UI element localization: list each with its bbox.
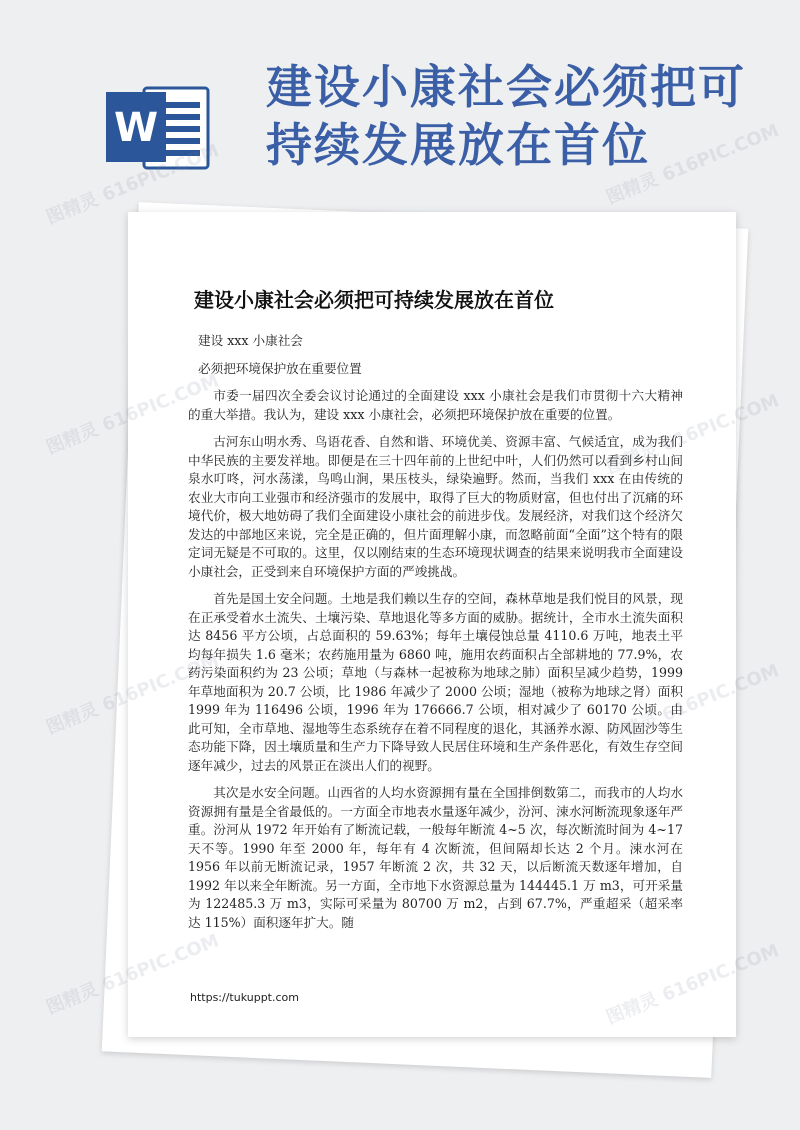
header-title-line2: 持续发展放在首位 [266,118,650,172]
header-title [266,58,766,174]
document-subtitle-2: 必须把环境保护放在重要位置 [198,361,362,376]
paragraph: 古河东山明水秀、鸟语花香、自然和谐、环境优美、资源丰富、气候适宜，成为我们中华民族的主要发祥地。即便是在三十四年前的上世纪中叶，人们仍然可以看到乡村山间泉水叮咚，河水荡漾，鸟鸣山涧，果压枝头，绿染遍野。然而，当我们 xxx 在由传统的农业大市向工业强市和经济强市的发展中，取得了巨大的物质财富，但也付出了沉痛的环境代价，极大地妨碍了我们全面建设小康社会的前进步伐。发展经济，对我们这个经济欠发达的中部地区来说，完全是正确的，但片面理解小康，而忽略前面“全面”这个特有的限定词无疑是不可取的。这里，仅以刚结束的生态环境现状调查的结果来说明我市全面建设小康社会，正受到来自环境保护方面的严竣挑战。 [188,434,683,579]
logo-letter: W [113,105,159,151]
document-title: 建设小康社会必须把可持续发展放在首位 [194,288,554,312]
header-title-line1: 建设小康社会必须把可 [266,60,746,114]
document-body [188,387,683,941]
watermark: 图精灵 616PIC.COM [603,120,782,209]
header [0,0,800,200]
paragraph: 首先是国土安全问题。土地是我们赖以生存的空间，森林草地是我们悦目的风景，现在正承受着水土流失、土壤污染、草地退化等多方面的威胁。据统计，全市水土流失面积达 8456 平方公顷，占总面积的 59.63%；每年土壤侵蚀总量 4110.6 万吨，地表土平均每年损失 1.6 毫米；农药施用量为 6860 吨，施用农药面积占全部耕地的 77.9%，农药污染面积约为 23 公顷；草地（与森林一起被称为地球之肺）面积呈减少趋势，1999 年草地面积为 20.7 公顷，比 1986 年减少了 2000 公顷；湿地（被称为地球之肾）面积 1999 年为 116496 公顷，1996 年为 176666.7 公顷，相对减少了 60170 公顷。由此可知，全市草地、湿地等生态系统存在着不同程度的退化，其涵养水源、防风固沙等生态功能下降，因土壤质量和生产力下降导致人民居住环境和生产条件恶化，有效生存空间逐年减少，过去的风景正在淡出人们的视野。 [188,591,683,773]
document-subtitle-1: 建设 xxx 小康社会 [198,333,303,348]
word-document-icon [104,78,214,174]
document-page [128,212,736,1037]
paragraph: 其次是水安全问题。山西省的人均水资源拥有量在全国排倒数第二，而我市的人均水资源拥有量是全省最低的。一方面全市地表水量逐年减少，汾河、涑水河断流现象逐年严重。汾河从 1972 年开始有了断流记载，一般每年断流 4~5 次，每次断流时间为 4~17 天不等。1990 年至 2000 年，每年有 4 次断流，但间隔却长达 2 个月。涑水河在 1956 年以前无断流记录，1957 年断流 2 次，共 32 天，以后断流天数逐年增加，自 1992 年以来全年断流。另一方面，全市地下水资源总量为 144445.1 万 m3，可开采量为 122485.3 万 m3，实际可采量为 80700 万 m2，占到 67.7%，严重超采（超采率达 115%）面积逐年扩大。随 [188,785,683,930]
watermark: 图精灵 [43,418,102,459]
watermark: 图精灵 [43,698,102,739]
watermark: 图精灵 [43,978,102,1019]
watermark: 图精灵 616PIC.COM [43,140,222,229]
paragraph: 市委一届四次全委会议讨论通过的全面建设 xxx 小康社会是我们市贯彻十六大精神的重大举措。我认为，建设 xxx 小康社会，必须把环境保护放在重要的位置。 [188,388,683,422]
footer-url: https://tukuppt.com [190,991,299,1004]
